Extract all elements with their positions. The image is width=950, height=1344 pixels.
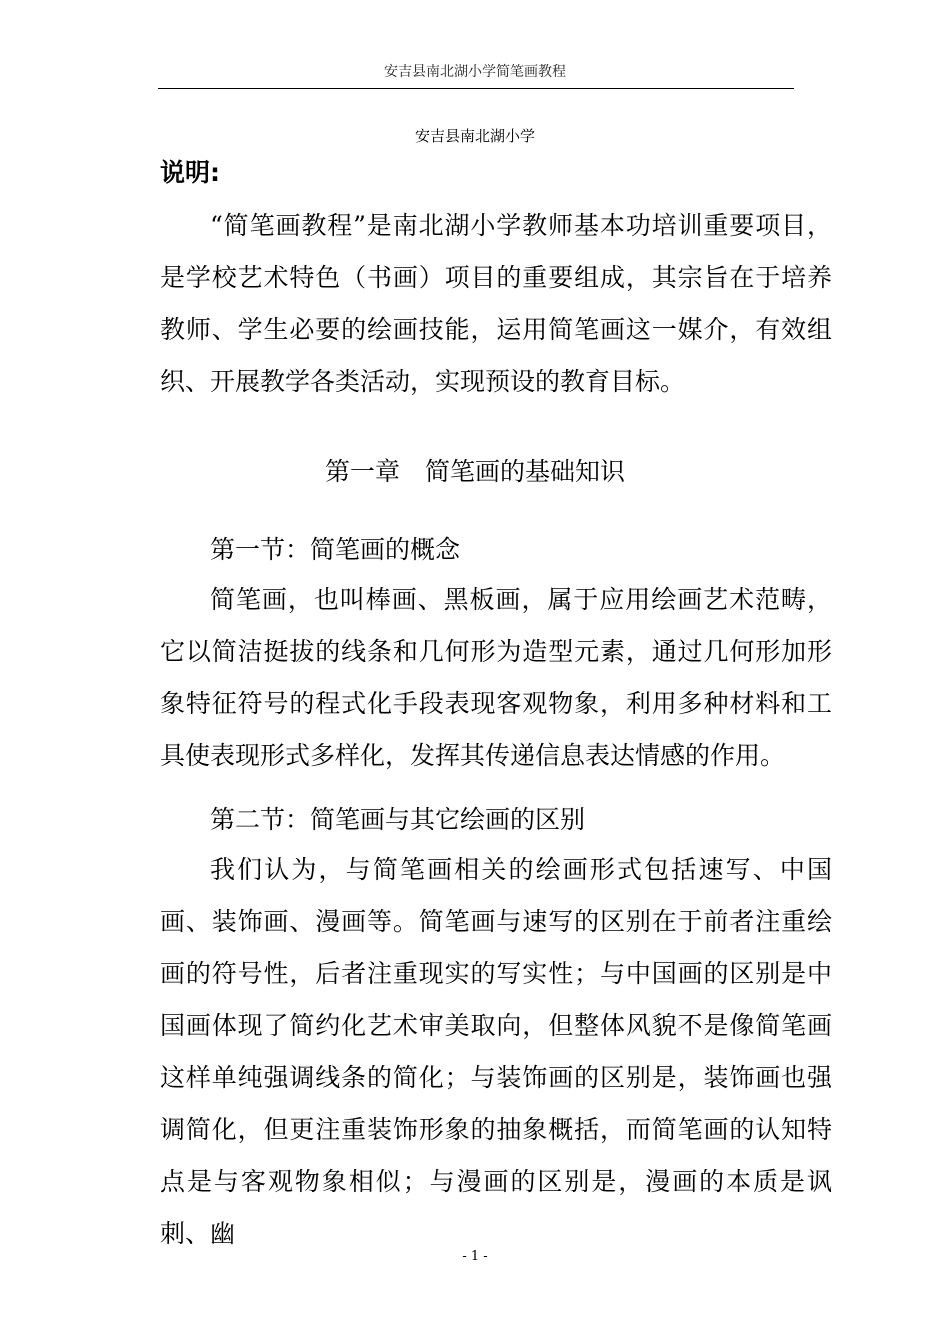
page-number: - 1 - (462, 1249, 488, 1264)
section-1-paragraph: 简笔画，也叫棒画、黑板画，属于应用绘画艺术范畴，它以简洁挺拔的线条和几何形为造型元素，通过几何形加形象特征符号的程式化手段表现客观物象，利用多种材料和工具使表现形式多样化，发挥其传递信息表达情感的作用。 (160, 585, 832, 770)
section-2-title: 第二节：简笔画与其它绘画的区别 (210, 805, 586, 834)
running-header: 安吉县南北湖小学简笔画教程 (384, 64, 566, 80)
intro-paragraph: “简笔画教程”是南北湖小学教师基本功培训重要项目，是学校艺术特色（书画）项目的重要组成，其宗旨在于培养教师、学生必要的绘画技能，运用简笔画这一媒介，有效组织、开展教学各类活动，实现预设的教育目标。 (160, 211, 832, 396)
note-heading: 说明: (160, 158, 220, 187)
school-name: 安吉县南北湖小学 (414, 127, 535, 145)
section-2-paragraph: 我们认为，与简笔画相关的绘画形式包括速写、中国画、装饰画、漫画等。简笔画与速写的区别在于前者注重绘画的符号性，后者注重现实的写实性；与中国画的区别是中国画体现了简约化艺术审美取向，但整体风貌不是像简笔画这样单纯强调线条的简化；与装饰画的区别是，装饰画也强调简化，但更注重装饰形象的抽象概括，而简笔画的认知特点是与客观物象相似；与漫画的区别是，漫画的本质是讽刺、幽 (160, 855, 832, 1248)
chapter-title: 第一章 简笔画的基础知识 (324, 457, 625, 486)
section-1-title: 第一节：简笔画的概念 (210, 535, 461, 564)
header-divider (158, 88, 794, 89)
